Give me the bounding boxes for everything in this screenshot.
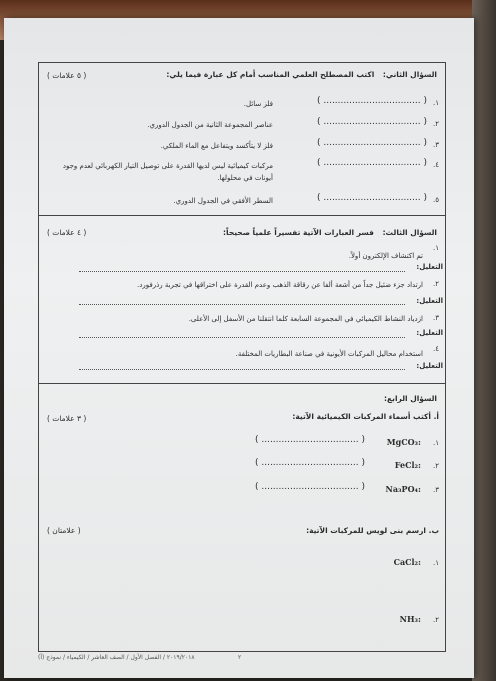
question-4-part-a-marks: ( ٣ علامات ) xyxy=(47,414,87,423)
question-4-part-b-instruction: ب. ارسم بنى لويس للمركبات الآتية: xyxy=(306,526,439,535)
q4b-item-1-drawing-area[interactable] xyxy=(39,572,445,612)
page-number: ٢ xyxy=(238,654,242,661)
q4b-item-2-drawing-area[interactable] xyxy=(39,628,445,650)
q3-item-2-number: ٢. xyxy=(433,280,439,288)
question-2-marks: ( ٥ علامات ) xyxy=(47,71,87,80)
q4a-item-3-answer-blank[interactable]: ( .................................. ) xyxy=(254,482,365,492)
question-3-instruction: فسر العبارات الآتية تفسيراً علمياً صحيحاً: xyxy=(223,228,374,237)
q4a-item-3-number: ٣. xyxy=(433,486,439,494)
q3-item-4-explain-label: التعليل: xyxy=(416,362,443,370)
question-3-heading xyxy=(223,228,437,237)
q3-item-2-answer-line[interactable] xyxy=(79,304,405,305)
q3-item-1-answer-line[interactable] xyxy=(79,271,405,272)
q3-item-1-number: ١. xyxy=(433,244,439,252)
exam-sheet xyxy=(4,18,474,678)
question-4-part-a-instruction: أ. أكتب أسماء المركبات الكيميائية الآتية: xyxy=(292,412,439,421)
question-2-title: السؤال الثاني: xyxy=(382,70,437,79)
question-2 xyxy=(39,63,445,213)
q2-item-4-number: ٤. xyxy=(433,161,439,169)
q2-item-5-text: السطر الأفقي في الجدول الدوري. xyxy=(173,197,273,205)
q3-item-4-answer-line[interactable] xyxy=(79,369,405,370)
q2-item-3-answer-blank[interactable]: ( .................................. ) xyxy=(316,138,427,148)
question-4-title: السؤال الرابع: xyxy=(384,394,437,403)
q4a-item-2-answer-blank[interactable]: ( .................................. ) xyxy=(254,458,365,468)
footer-text: ٢٠١٩/٢٠١٨ / الفصل الأول / الصف العاشر / الكيمياء / نموذج (أ) xyxy=(38,654,195,661)
question-3 xyxy=(39,216,445,371)
q3-item-3-explain-label: التعليل: xyxy=(416,329,443,337)
question-2-heading xyxy=(166,70,437,79)
question-4-part-b-marks: ( علامتان ) xyxy=(47,526,81,535)
q2-item-5-number: ٥. xyxy=(433,196,439,204)
q4b-item-1-number: ١. xyxy=(433,559,439,567)
q4a-item-3-formula: Na₃PO₄: xyxy=(385,484,421,494)
question-3-title: السؤال الثالث: xyxy=(382,228,437,237)
q4a-item-1-number: ١. xyxy=(433,439,439,447)
exam-frame xyxy=(38,62,446,652)
q2-item-3-number: ٣. xyxy=(433,141,439,149)
background-right xyxy=(472,0,496,681)
q2-item-2-text: عناصر المجموعة الثانية من الجدول الدوري. xyxy=(147,121,273,129)
page-footer xyxy=(38,654,444,662)
q4a-item-1-formula: MgCO₃: xyxy=(386,437,421,447)
q2-item-2-number: ٢. xyxy=(433,120,439,128)
q2-item-2-answer-blank[interactable]: ( .................................. ) xyxy=(316,117,427,127)
q3-item-4-number: ٤. xyxy=(433,345,439,353)
q2-item-3-text: فلز لا يتأكسد ويتفاعل مع الماء الملكي. xyxy=(160,142,273,150)
q2-item-1-text: فلز سائل. xyxy=(243,100,273,108)
q4b-item-1-formula: CaCl₂: xyxy=(393,557,421,567)
q2-item-4-text: مركبات كيميائية ليس لديها القدرة على توصيل التيار الكهربائي لعدم وجود xyxy=(62,162,273,170)
q3-item-4-text: استخدام محاليل المركبات الأيونية في صناعة البطاريات المختلفة. xyxy=(235,350,423,358)
q2-item-5-answer-blank[interactable]: ( .................................. ) xyxy=(316,193,427,203)
question-3-marks: ( ٤ علامات ) xyxy=(47,228,87,237)
q4a-item-1-answer-blank[interactable]: ( .................................. ) xyxy=(254,435,365,445)
q2-item-4-answer-blank[interactable]: ( .................................. ) xyxy=(316,158,427,168)
q4b-item-2-formula: NH₃: xyxy=(399,614,421,624)
q4b-item-2-number: ٢. xyxy=(433,616,439,624)
q3-item-2-explain-label: التعليل: xyxy=(416,297,443,305)
q2-item-1-number: ١. xyxy=(433,99,439,107)
question-4 xyxy=(39,384,445,652)
q3-item-1-text: تم اكتشاف الإلكترون أولاً. xyxy=(348,252,423,260)
q3-item-3-answer-line[interactable] xyxy=(79,337,405,338)
question-2-instruction: اكتب المصطلح العلمي المناسب أمام كل عبارة فيما يلي: xyxy=(166,70,375,79)
q3-item-3-text: ازدياد النشاط الكيميائي في المجموعة السابعة كلما انتقلنا من الأسفل إلى الأعلى. xyxy=(188,315,423,323)
q4a-item-2-number: ٢. xyxy=(433,462,439,470)
q4a-item-2-formula: FeCl₂: xyxy=(394,460,421,470)
q3-item-1-explain-label: التعليل: xyxy=(416,263,443,271)
q3-item-3-number: ٣. xyxy=(433,314,439,322)
q3-item-2-text: ارتداد جزء ضئيل جداً من أشعة ألفا عن رقاقة الذهب وعدم القدرة على اختراقها في تجربة رذرفورد. xyxy=(137,281,423,289)
q2-item-1-answer-blank[interactable]: ( .................................. ) xyxy=(316,96,427,106)
q2-item-4-text-continued: أيونات في محلولها. xyxy=(217,174,273,182)
